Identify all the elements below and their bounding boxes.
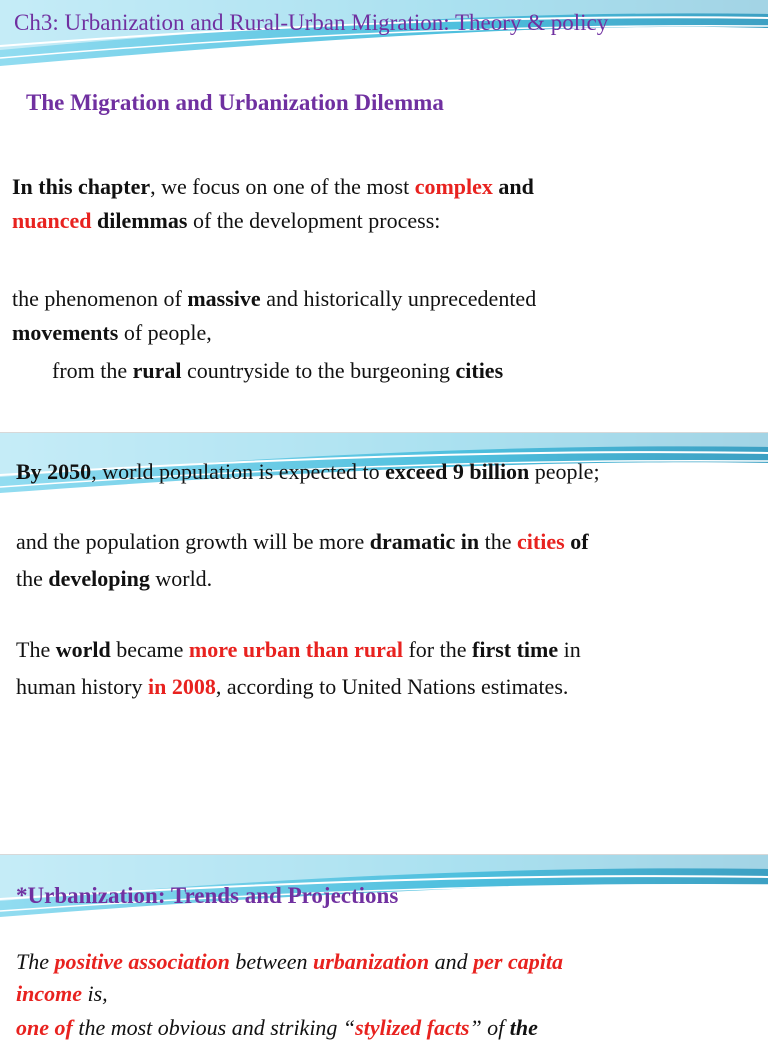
text-became: became (110, 637, 189, 662)
text-cities: cities (455, 358, 504, 383)
text-by-2050: By 2050 (16, 459, 92, 484)
text-of: ” of (469, 1015, 510, 1040)
text-from-the: from the (52, 358, 133, 383)
line-positive-association (16, 947, 563, 977)
slide-2 (0, 432, 768, 855)
text-growth: and the population growth will be more (16, 529, 370, 554)
line-human-history (16, 672, 568, 702)
text-world-population: , world population is expected to (91, 459, 386, 484)
section-title: *Urbanization: Trends and Projections (16, 883, 399, 908)
text-in-2008: in 2008 (148, 674, 216, 699)
text-of: of (564, 529, 589, 554)
text-the: The (16, 949, 55, 974)
line-income (16, 979, 108, 1009)
text-positive-association: positive association (54, 949, 230, 974)
text-stylized-facts: stylized facts (355, 1015, 470, 1040)
text-the: The (16, 637, 56, 662)
text-dilemmas: dilemmas (91, 208, 188, 233)
text-first-time: first time (472, 637, 559, 662)
text-rural: rural (132, 358, 182, 383)
paragraph-chapter-focus (12, 172, 534, 202)
text-of-people: of people, (118, 320, 212, 345)
text-in-this-chapter: In this chapter (12, 174, 151, 199)
text-for-the: for the (402, 637, 473, 662)
text-complex: complex (414, 174, 493, 199)
text-the: the (509, 1015, 538, 1040)
paragraph-chapter-focus-line2 (12, 206, 440, 236)
text-per-capita: per capita (473, 949, 563, 974)
text-massive: massive (187, 286, 261, 311)
paragraph-rural-to-cities (52, 356, 503, 386)
line-more-urban (16, 635, 581, 665)
text-most-obvious: the most obvious and striking “ (72, 1015, 356, 1040)
slide-title: The Migration and Urbanization Dilemma (26, 90, 444, 115)
text-cities: cities (517, 529, 565, 554)
slide-3 (0, 854, 768, 1040)
text-in: in (558, 637, 581, 662)
text-urbanization: urbanization (312, 949, 430, 974)
text-more-urban-than-rural: more urban than rural (188, 637, 403, 662)
paragraph-phenomenon (12, 284, 536, 314)
chapter-header: Ch3: Urbanization and Rural-Urban Migration: Theory & policy (14, 10, 609, 35)
line-stylized-facts (16, 1013, 538, 1043)
text-countryside: countryside to the burgeoning (181, 358, 456, 383)
text-the: the (16, 566, 49, 591)
paragraph-phenomenon-line2 (12, 318, 212, 348)
text-world: world. (149, 566, 213, 591)
text-and: and (429, 949, 474, 974)
text-dramatic-in: dramatic in (369, 529, 480, 554)
text-people: people; (529, 459, 600, 484)
text-un-estimates: , according to United Nations estimates. (215, 674, 569, 699)
text-focus: , we focus on one of the most (150, 174, 415, 199)
line-developing-world (16, 564, 212, 594)
slide-1 (0, 0, 768, 432)
text-movements: movements (12, 320, 119, 345)
text-developing: developing (48, 566, 150, 591)
text-is: is, (82, 981, 108, 1006)
text-phenomenon: the phenomenon of (12, 286, 188, 311)
text-unprecedented: and historically unprecedented (260, 286, 537, 311)
text-between: between (229, 949, 313, 974)
text-nuanced: nuanced (12, 208, 92, 233)
text-world: world (55, 637, 111, 662)
text-income: income (16, 981, 82, 1006)
line-population-growth (16, 527, 589, 557)
line-by-2050 (16, 457, 600, 487)
text-the: the (479, 529, 518, 554)
text-human-history: human history (16, 674, 148, 699)
text-exceed-9-billion: exceed 9 billion (385, 459, 530, 484)
text-and: and (492, 174, 534, 199)
text-one-of: one of (16, 1015, 73, 1040)
text-development-process: of the development process: (187, 208, 441, 233)
